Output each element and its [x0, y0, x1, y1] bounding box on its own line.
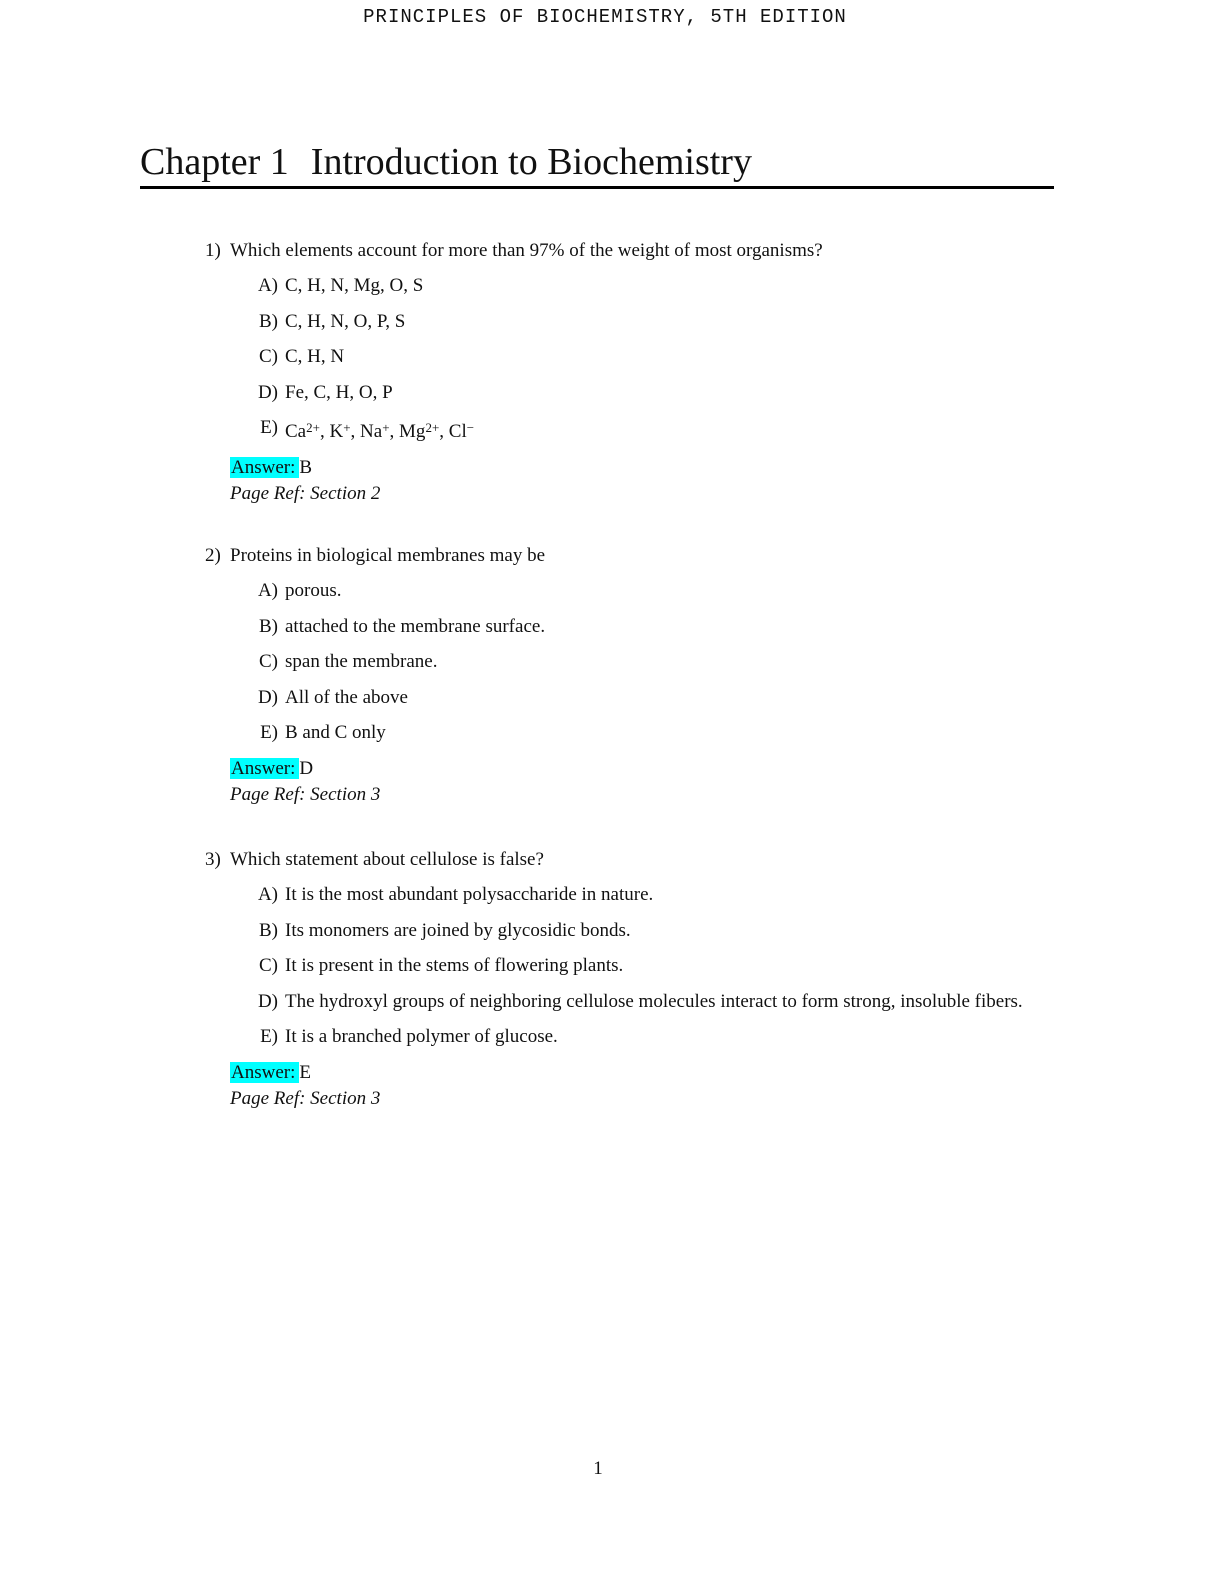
question-number: 2)	[205, 545, 221, 566]
ion-charge: +	[382, 420, 390, 435]
choice-text: C, H, N, O, P, S	[285, 310, 406, 332]
choice-letter: E)	[260, 1026, 278, 1047]
choice-b	[250, 918, 1055, 944]
question-stem	[205, 543, 1055, 569]
answer-label: Answer:	[230, 1062, 299, 1083]
question-2	[205, 543, 1055, 808]
choice-letter: E)	[260, 722, 278, 743]
ion-charge: +	[343, 420, 351, 435]
choice-c	[250, 344, 1055, 370]
ion-chloride: , Cl	[439, 421, 467, 442]
choice-c	[250, 649, 1055, 675]
choice-b	[250, 309, 1055, 335]
choice-letter: C)	[259, 651, 278, 672]
choice-letter: D)	[257, 990, 278, 1012]
choice-text: It is the most abundant polysaccharide in nature.	[285, 884, 654, 905]
ion-sodium: , Na	[350, 421, 383, 442]
question-text: Which statement about cellulose is false?	[230, 849, 544, 870]
choice-a	[250, 578, 1055, 604]
answer-value: D	[299, 757, 314, 779]
choice-text: attached to the membrane surface.	[285, 615, 546, 637]
ion-potassium: , K	[319, 421, 344, 442]
choice-letter: B)	[259, 615, 278, 637]
question-number: 1)	[205, 240, 221, 261]
question-text: Proteins in biological membranes may be	[230, 545, 546, 566]
answer-block	[230, 455, 1055, 507]
answer-value: B	[299, 456, 313, 478]
choice-b	[250, 614, 1055, 640]
choice-text: C, H, N, Mg, O, S	[285, 275, 424, 296]
choice-letter: C)	[259, 955, 278, 976]
choice-e	[250, 1024, 1055, 1050]
choice-text: It is present in the stems of flowering plants.	[285, 955, 624, 976]
choice-text: B and C only	[285, 722, 386, 743]
page-ref: Page Ref: Section 2	[230, 482, 381, 504]
choice-text: C, H, N	[285, 346, 345, 367]
choice-list	[250, 273, 1055, 445]
choice-e	[250, 720, 1055, 746]
choice-letter: B)	[259, 310, 278, 332]
choice-text: It is a branched polymer of glucose.	[285, 1026, 558, 1047]
choice-letter: A)	[257, 275, 278, 296]
choice-letter: E)	[260, 417, 278, 438]
page-ref: Page Ref: Section 3	[230, 783, 381, 805]
choice-text: span the membrane.	[285, 651, 438, 672]
question-stem	[205, 238, 1055, 264]
choice-letter: D)	[257, 686, 278, 708]
choice-text: Fe, C, H, O, P	[285, 381, 393, 403]
ion-calcium: Ca	[285, 421, 307, 442]
choice-letter: A)	[257, 884, 278, 905]
choice-list	[250, 882, 1055, 1050]
choice-e	[250, 415, 1055, 445]
answer-label: Answer:	[230, 758, 299, 779]
choice-text: porous.	[285, 580, 342, 601]
question-3	[205, 847, 1055, 1112]
choice-letter: D)	[257, 381, 278, 403]
ion-charge: 2+	[425, 420, 440, 435]
question-text: Which elements account for more than 97% of the weight of most organisms?	[230, 240, 823, 261]
running-header: PRINCIPLES OF BIOCHEMISTRY, 5TH EDITION	[363, 6, 847, 28]
choice-letter: A)	[257, 580, 278, 601]
choice-letter: C)	[259, 346, 278, 367]
question-number: 3)	[205, 849, 221, 870]
answer-block	[230, 756, 1055, 808]
choice-a	[250, 882, 1055, 908]
choice-list	[250, 578, 1055, 746]
question-1	[205, 238, 1055, 507]
choice-text	[278, 415, 1055, 445]
page-ref: Page Ref: Section 3	[230, 1087, 381, 1109]
ion-magnesium: , Mg	[389, 421, 426, 442]
answer-block	[230, 1060, 1055, 1112]
question-stem	[205, 847, 1055, 873]
choice-letter: B)	[259, 919, 278, 941]
choice-text: All of the above	[285, 686, 408, 708]
choice-d	[250, 989, 1055, 1015]
answer-value: E	[299, 1061, 311, 1083]
ion-charge: −	[466, 420, 475, 435]
choice-text: The hydroxyl groups of neighboring cellulose molecules interact to form strong, insoluble fibers.	[285, 990, 1023, 1012]
chapter-number: Chapter 1	[140, 141, 289, 183]
answer-label: Answer:	[230, 457, 299, 478]
choice-d	[250, 685, 1055, 711]
choice-a	[250, 273, 1055, 299]
choice-d	[250, 380, 1055, 406]
choice-text: Its monomers are joined by glycosidic bonds.	[285, 919, 631, 941]
choice-c	[250, 953, 1055, 979]
ion-charge: 2+	[306, 420, 320, 435]
page-number: 1	[593, 1458, 603, 1479]
chapter-title	[140, 142, 1054, 189]
chapter-name: Introduction to Biochemistry	[310, 141, 752, 183]
